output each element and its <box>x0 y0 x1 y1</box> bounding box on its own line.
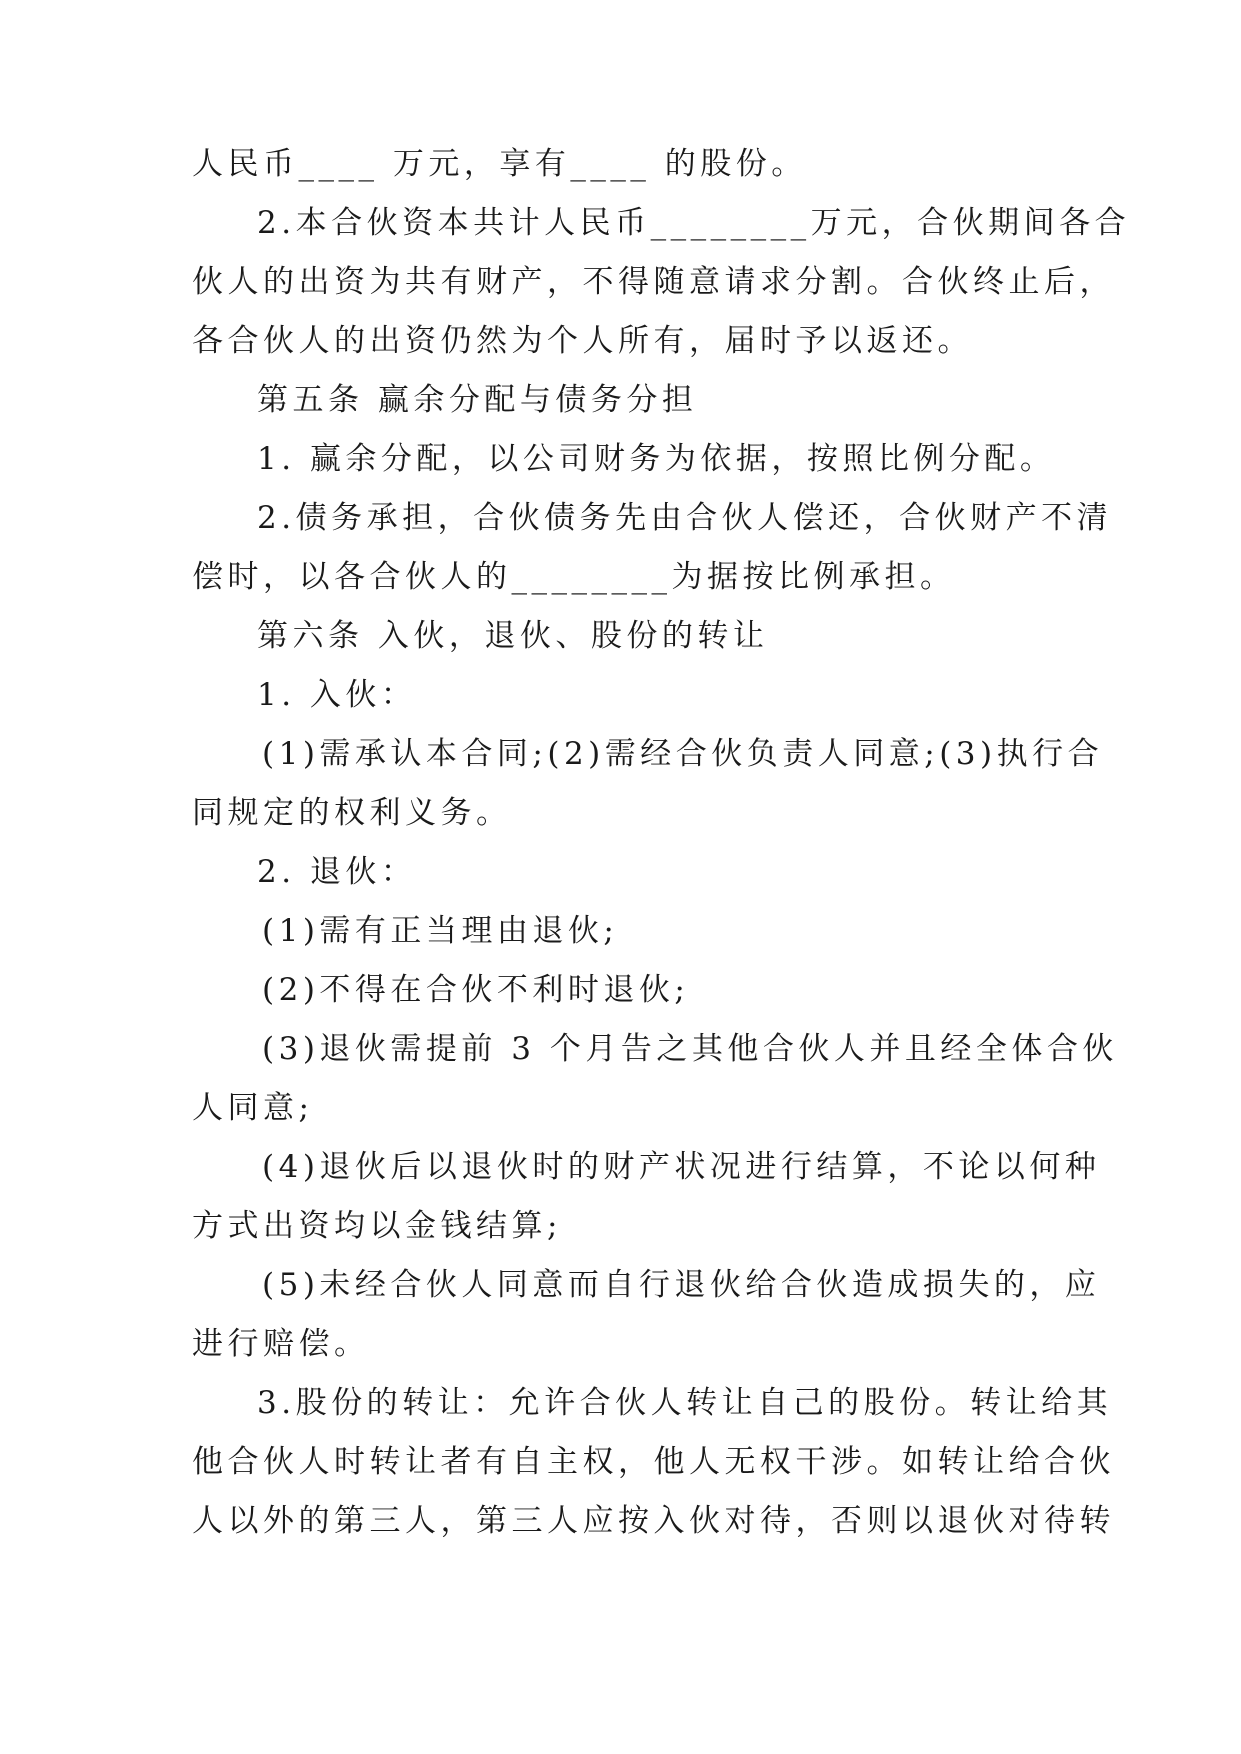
text-line: 2.本合伙资本共计人民币________万元，合伙期间各合 <box>257 205 1131 241</box>
text-line: (3)退伙需提前 3 个月告之其他合伙人并且经全体合伙 <box>262 1031 1118 1067</box>
text-line: 2.债务承担，合伙债务先由合伙人偿还，合伙财产不清 <box>257 500 1113 536</box>
text-line: 方式出资均以金钱结算; <box>192 1208 562 1244</box>
text-line: 伙人的出资为共有财产，不得随意请求分割。合伙终止后， <box>192 264 1115 300</box>
text-line: 人以外的第三人，第三人应按入伙对待，否则以退伙对待转 <box>192 1503 1115 1539</box>
text-line: 偿时，以各合伙人的________为据按比例承担。 <box>192 559 956 595</box>
text-line: 1. 入伙： <box>257 677 417 713</box>
text-line: 同规定的权利义务。 <box>192 795 512 831</box>
text-line: 各合伙人的出资仍然为个人所有，届时予以返还。 <box>192 323 973 359</box>
text-line: (1)需有正当理由退伙; <box>262 913 619 949</box>
text-line: 他合伙人时转让者有自主权，他人无权干涉。如转让给合伙 <box>192 1444 1115 1480</box>
section-heading: 第六条 入伙，退伙、股份的转让 <box>257 618 769 654</box>
text-line: 1. 赢余分配，以公司财务为依据，按照比例分配。 <box>257 441 1056 477</box>
text-line: (5)未经合伙人同意而自行退伙给合伙造成损失的，应 <box>262 1267 1101 1303</box>
text-line: 3.股份的转让：允许合伙人转让自己的股份。转让给其 <box>257 1385 1113 1421</box>
text-line: 进行赔偿。 <box>192 1326 370 1362</box>
text-line: 人同意; <box>192 1090 314 1126</box>
text-line: (4)退伙后以退伙时的财产状况进行结算，不论以何种 <box>262 1149 1101 1185</box>
text-line: (1)需承认本合同;(2)需经合伙负责人同意;(3)执行合 <box>262 736 1104 772</box>
text-line: (2)不得在合伙不利时退伙; <box>262 972 690 1008</box>
text-line: 2. 退伙： <box>257 854 417 890</box>
section-heading: 第五条 赢余分配与债务分担 <box>257 382 698 418</box>
text-line: 人民币____ 万元，享有____ 的股份。 <box>192 146 807 182</box>
